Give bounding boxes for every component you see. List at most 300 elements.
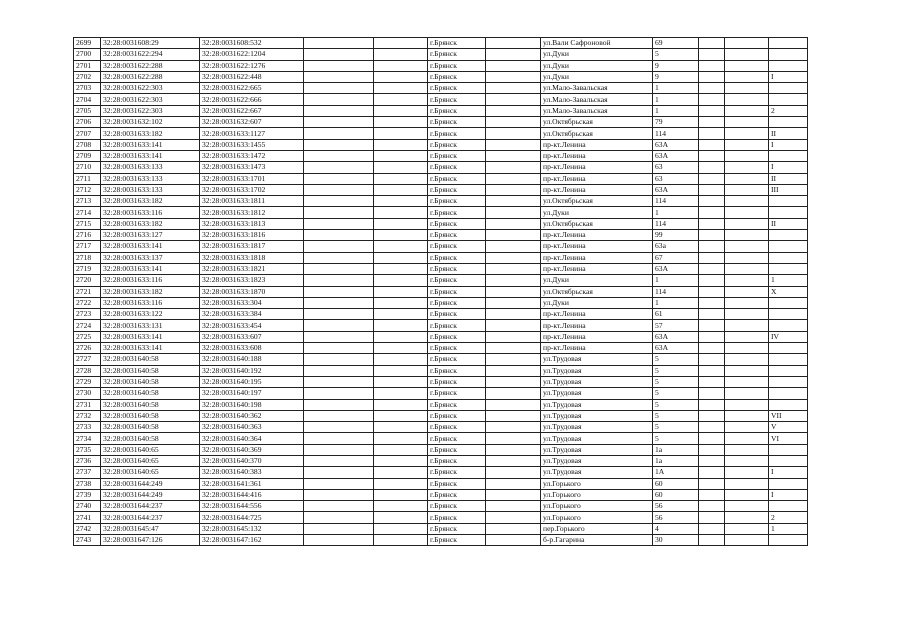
table-row: [74, 94, 808, 105]
empty-cell: [374, 399, 428, 410]
empty-cell: [304, 252, 374, 263]
street-cell: ул.Мало-Завальская: [541, 105, 653, 116]
street-cell: ул.Вали Сафроновой: [541, 38, 653, 49]
table-row: [74, 241, 808, 252]
city-cell: г.Брянск: [428, 467, 486, 478]
table-row: [74, 196, 808, 207]
record-number-cell: 2731: [74, 399, 101, 410]
record-number-cell: 2733: [74, 422, 101, 433]
empty-cell: [486, 105, 541, 116]
parcel-cadastral-number-cell: 32:28:0031633:116: [101, 297, 200, 308]
street-cell: ул.Трудовая: [541, 467, 653, 478]
empty-cell: [304, 184, 374, 195]
record-number-cell: 2711: [74, 173, 101, 184]
record-number-cell: 2702: [74, 71, 101, 82]
parcel-cadastral-number-cell: 32:28:0031633:116: [101, 207, 200, 218]
object-cadastral-number-cell: 32:28:0031622:666: [200, 94, 304, 105]
empty-cell: [486, 399, 541, 410]
city-cell: г.Брянск: [428, 173, 486, 184]
empty-cell: [374, 455, 428, 466]
house-number-cell: 1: [653, 275, 699, 286]
empty-cell: [304, 354, 374, 365]
city-cell: г.Брянск: [428, 320, 486, 331]
parcel-cadastral-number-cell: 32:28:0031640:65: [101, 455, 200, 466]
house-number-cell: 1: [653, 83, 699, 94]
city-cell: г.Брянск: [428, 38, 486, 49]
record-number-cell: 2709: [74, 150, 101, 161]
parcel-cadastral-number-cell: 32:28:0031633:116: [101, 275, 200, 286]
house-number-cell: 63А: [653, 263, 699, 274]
empty-cell: [699, 263, 725, 274]
object-cadastral-number-cell: 32:28:0031622:1276: [200, 60, 304, 71]
city-cell: г.Брянск: [428, 512, 486, 523]
city-cell: г.Брянск: [428, 433, 486, 444]
object-cadastral-number-cell: 32:28:0031640:363: [200, 422, 304, 433]
city-cell: г.Брянск: [428, 230, 486, 241]
object-cadastral-number-cell: 32:28:0031633:608: [200, 343, 304, 354]
house-number-cell: 1: [653, 94, 699, 105]
parcel-cadastral-number-cell: 32:28:0031622:303: [101, 94, 200, 105]
empty-cell: [486, 83, 541, 94]
record-number-cell: 2699: [74, 38, 101, 49]
empty-cell: [486, 207, 541, 218]
street-cell: ул.Мало-Завальская: [541, 83, 653, 94]
parcel-cadastral-number-cell: 32:28:0031645:47: [101, 523, 200, 534]
empty-cell: [374, 489, 428, 500]
empty-cell: [486, 162, 541, 173]
empty-cell: [374, 184, 428, 195]
empty-cell: [374, 444, 428, 455]
house-number-cell: 114: [653, 128, 699, 139]
unit-number-cell: [769, 365, 808, 376]
empty-cell: [374, 94, 428, 105]
parcel-cadastral-number-cell: 32:28:0031640:65: [101, 444, 200, 455]
object-cadastral-number-cell: 32:28:0031644:416: [200, 489, 304, 500]
street-cell: ул.Трудовая: [541, 365, 653, 376]
house-number-cell: 1А: [653, 467, 699, 478]
empty-cell: [486, 218, 541, 229]
street-cell: пр-кт.Ленина: [541, 241, 653, 252]
empty-cell: [725, 365, 769, 376]
unit-number-cell: [769, 376, 808, 387]
empty-cell: [486, 38, 541, 49]
unit-number-cell: I: [769, 467, 808, 478]
city-cell: г.Брянск: [428, 162, 486, 173]
house-number-cell: 114: [653, 286, 699, 297]
empty-cell: [699, 94, 725, 105]
record-number-cell: 2721: [74, 286, 101, 297]
empty-cell: [374, 535, 428, 546]
table-row: [74, 388, 808, 399]
unit-number-cell: [769, 38, 808, 49]
empty-cell: [699, 399, 725, 410]
object-cadastral-number-cell: 32:28:0031633:1811: [200, 196, 304, 207]
empty-cell: [486, 376, 541, 387]
street-cell: ул.Дуки: [541, 275, 653, 286]
record-number-cell: 2703: [74, 83, 101, 94]
city-cell: г.Брянск: [428, 150, 486, 161]
empty-cell: [374, 218, 428, 229]
empty-cell: [699, 60, 725, 71]
empty-cell: [725, 455, 769, 466]
house-number-cell: 67: [653, 252, 699, 263]
parcel-cadastral-number-cell: 32:28:0031633:182: [101, 218, 200, 229]
record-number-cell: 2700: [74, 49, 101, 60]
empty-cell: [304, 275, 374, 286]
table-row: [74, 410, 808, 421]
empty-cell: [304, 83, 374, 94]
house-number-cell: 5: [653, 433, 699, 444]
empty-cell: [304, 433, 374, 444]
object-cadastral-number-cell: 32:28:0031633:1817: [200, 241, 304, 252]
parcel-cadastral-number-cell: 32:28:0031633:141: [101, 343, 200, 354]
city-cell: г.Брянск: [428, 478, 486, 489]
empty-cell: [699, 365, 725, 376]
empty-cell: [304, 105, 374, 116]
object-cadastral-number-cell: 32:28:0031633:454: [200, 320, 304, 331]
empty-cell: [699, 388, 725, 399]
empty-cell: [486, 241, 541, 252]
house-number-cell: 5: [653, 365, 699, 376]
unit-number-cell: [769, 297, 808, 308]
empty-cell: [374, 173, 428, 184]
empty-cell: [699, 241, 725, 252]
house-number-cell: 5: [653, 422, 699, 433]
empty-cell: [725, 376, 769, 387]
table-row: [74, 444, 808, 455]
empty-cell: [699, 410, 725, 421]
object-cadastral-number-cell: 32:28:0031622:665: [200, 83, 304, 94]
table-row: [74, 467, 808, 478]
street-cell: ул.Трудовая: [541, 410, 653, 421]
table-row: [74, 286, 808, 297]
empty-cell: [699, 49, 725, 60]
object-cadastral-number-cell: 32:28:0031633:1816: [200, 230, 304, 241]
empty-cell: [699, 173, 725, 184]
registry-table: [73, 37, 808, 546]
empty-cell: [486, 444, 541, 455]
parcel-cadastral-number-cell: 32:28:0031633:141: [101, 139, 200, 150]
street-cell: ул.Горького: [541, 512, 653, 523]
object-cadastral-number-cell: 32:28:0031633:1702: [200, 184, 304, 195]
record-number-cell: 2704: [74, 94, 101, 105]
empty-cell: [699, 38, 725, 49]
unit-number-cell: [769, 60, 808, 71]
object-cadastral-number-cell: 32:28:0031633:1701: [200, 173, 304, 184]
house-number-cell: 56: [653, 501, 699, 512]
empty-cell: [304, 150, 374, 161]
house-number-cell: 63А: [653, 331, 699, 342]
empty-cell: [725, 297, 769, 308]
record-number-cell: 2715: [74, 218, 101, 229]
unit-number-cell: X: [769, 286, 808, 297]
empty-cell: [374, 501, 428, 512]
city-cell: г.Брянск: [428, 196, 486, 207]
parcel-cadastral-number-cell: 32:28:0031622:294: [101, 49, 200, 60]
table-row: [74, 399, 808, 410]
unit-number-cell: [769, 320, 808, 331]
city-cell: г.Брянск: [428, 60, 486, 71]
empty-cell: [374, 128, 428, 139]
unit-number-cell: I: [769, 139, 808, 150]
empty-cell: [699, 286, 725, 297]
unit-number-cell: [769, 309, 808, 320]
unit-number-cell: II: [769, 218, 808, 229]
street-cell: пр-кт.Ленина: [541, 139, 653, 150]
empty-cell: [304, 38, 374, 49]
empty-cell: [374, 354, 428, 365]
empty-cell: [699, 455, 725, 466]
empty-cell: [374, 286, 428, 297]
empty-cell: [304, 376, 374, 387]
empty-cell: [304, 196, 374, 207]
city-cell: г.Брянск: [428, 83, 486, 94]
object-cadastral-number-cell: 32:28:0031640:195: [200, 376, 304, 387]
empty-cell: [699, 196, 725, 207]
street-cell: ул.Трудовая: [541, 422, 653, 433]
empty-cell: [725, 354, 769, 365]
empty-cell: [725, 467, 769, 478]
empty-cell: [304, 263, 374, 274]
empty-cell: [486, 331, 541, 342]
table-row: [74, 455, 808, 466]
empty-cell: [699, 230, 725, 241]
street-cell: ул.Трудовая: [541, 354, 653, 365]
empty-cell: [486, 94, 541, 105]
empty-cell: [699, 535, 725, 546]
parcel-cadastral-number-cell: 32:28:0031640:58: [101, 388, 200, 399]
empty-cell: [374, 230, 428, 241]
record-number-cell: 2732: [74, 410, 101, 421]
empty-cell: [699, 105, 725, 116]
empty-cell: [374, 60, 428, 71]
table-row: [74, 150, 808, 161]
empty-cell: [486, 309, 541, 320]
object-cadastral-number-cell: 32:28:0031640:364: [200, 433, 304, 444]
record-number-cell: 2739: [74, 489, 101, 500]
object-cadastral-number-cell: 32:28:0031640:369: [200, 444, 304, 455]
object-cadastral-number-cell: 32:28:0031633:1473: [200, 162, 304, 173]
empty-cell: [374, 162, 428, 173]
street-cell: ул.Мало-Завальская: [541, 94, 653, 105]
empty-cell: [699, 433, 725, 444]
empty-cell: [304, 410, 374, 421]
street-cell: пр-кт.Ленина: [541, 230, 653, 241]
city-cell: г.Брянск: [428, 286, 486, 297]
unit-number-cell: [769, 196, 808, 207]
parcel-cadastral-number-cell: 32:28:0031633:133: [101, 184, 200, 195]
empty-cell: [725, 83, 769, 94]
empty-cell: [374, 422, 428, 433]
empty-cell: [699, 478, 725, 489]
parcel-cadastral-number-cell: 32:28:0031622:288: [101, 71, 200, 82]
parcel-cadastral-number-cell: 32:28:0031633:182: [101, 286, 200, 297]
record-number-cell: 2716: [74, 230, 101, 241]
empty-cell: [725, 252, 769, 263]
house-number-cell: 63: [653, 162, 699, 173]
empty-cell: [699, 184, 725, 195]
empty-cell: [304, 422, 374, 433]
table-row: [74, 71, 808, 82]
empty-cell: [374, 365, 428, 376]
street-cell: ул.Трудовая: [541, 444, 653, 455]
parcel-cadastral-number-cell: 32:28:0031633:133: [101, 173, 200, 184]
empty-cell: [699, 523, 725, 534]
parcel-cadastral-number-cell: 32:28:0031633:133: [101, 162, 200, 173]
unit-number-cell: [769, 230, 808, 241]
record-number-cell: 2723: [74, 309, 101, 320]
empty-cell: [699, 218, 725, 229]
city-cell: г.Брянск: [428, 422, 486, 433]
empty-cell: [699, 117, 725, 128]
empty-cell: [725, 49, 769, 60]
street-cell: ул.Дуки: [541, 60, 653, 71]
empty-cell: [725, 207, 769, 218]
city-cell: г.Брянск: [428, 444, 486, 455]
empty-cell: [699, 320, 725, 331]
record-number-cell: 2740: [74, 501, 101, 512]
unit-number-cell: 2: [769, 105, 808, 116]
empty-cell: [725, 388, 769, 399]
street-cell: ул.Трудовая: [541, 376, 653, 387]
object-cadastral-number-cell: 32:28:0031633:607: [200, 331, 304, 342]
empty-cell: [725, 71, 769, 82]
city-cell: г.Брянск: [428, 331, 486, 342]
empty-cell: [374, 71, 428, 82]
street-cell: ул.Дуки: [541, 207, 653, 218]
house-number-cell: 5: [653, 49, 699, 60]
record-number-cell: 2725: [74, 331, 101, 342]
empty-cell: [699, 489, 725, 500]
empty-cell: [374, 388, 428, 399]
empty-cell: [304, 365, 374, 376]
unit-number-cell: [769, 501, 808, 512]
unit-number-cell: III: [769, 184, 808, 195]
street-cell: ул.Дуки: [541, 297, 653, 308]
parcel-cadastral-number-cell: 32:28:0031644:237: [101, 501, 200, 512]
house-number-cell: 5: [653, 354, 699, 365]
empty-cell: [374, 117, 428, 128]
empty-cell: [486, 150, 541, 161]
street-cell: б-р.Гагарина: [541, 535, 653, 546]
empty-cell: [725, 150, 769, 161]
object-cadastral-number-cell: 32:28:0031622:1204: [200, 49, 304, 60]
record-number-cell: 2728: [74, 365, 101, 376]
parcel-cadastral-number-cell: 32:28:0031640:58: [101, 410, 200, 421]
table-row: [74, 263, 808, 274]
object-cadastral-number-cell: 32:28:0031644:556: [200, 501, 304, 512]
empty-cell: [725, 263, 769, 274]
empty-cell: [486, 501, 541, 512]
table-row: [74, 117, 808, 128]
record-number-cell: 2729: [74, 376, 101, 387]
city-cell: г.Брянск: [428, 117, 486, 128]
city-cell: г.Брянск: [428, 376, 486, 387]
parcel-cadastral-number-cell: 32:28:0031640:65: [101, 467, 200, 478]
empty-cell: [304, 94, 374, 105]
empty-cell: [374, 105, 428, 116]
unit-number-cell: I: [769, 71, 808, 82]
table-row: [74, 83, 808, 94]
empty-cell: [725, 399, 769, 410]
object-cadastral-number-cell: 32:28:0031633:1818: [200, 252, 304, 263]
table-row: [74, 535, 808, 546]
table-row: [74, 331, 808, 342]
record-number-cell: 2705: [74, 105, 101, 116]
empty-cell: [304, 128, 374, 139]
street-cell: пр-кт.Ленина: [541, 309, 653, 320]
table-row: [74, 422, 808, 433]
table-row: [74, 184, 808, 195]
empty-cell: [699, 128, 725, 139]
house-number-cell: 69: [653, 38, 699, 49]
parcel-cadastral-number-cell: 32:28:0031633:141: [101, 263, 200, 274]
object-cadastral-number-cell: 32:28:0031633:1472: [200, 150, 304, 161]
street-cell: ул.Трудовая: [541, 399, 653, 410]
unit-number-cell: [769, 354, 808, 365]
record-number-cell: 2719: [74, 263, 101, 274]
table-row: [74, 365, 808, 376]
parcel-cadastral-number-cell: 32:28:0031622:303: [101, 83, 200, 94]
empty-cell: [304, 489, 374, 500]
object-cadastral-number-cell: 32:28:0031640:198: [200, 399, 304, 410]
object-cadastral-number-cell: 32:28:0031632:607: [200, 117, 304, 128]
city-cell: г.Брянск: [428, 105, 486, 116]
empty-cell: [374, 512, 428, 523]
empty-cell: [725, 512, 769, 523]
empty-cell: [374, 49, 428, 60]
house-number-cell: 5: [653, 410, 699, 421]
record-number-cell: 2737: [74, 467, 101, 478]
empty-cell: [486, 71, 541, 82]
record-number-cell: 2713: [74, 196, 101, 207]
empty-cell: [304, 478, 374, 489]
empty-cell: [725, 241, 769, 252]
parcel-cadastral-number-cell: 32:28:0031622:303: [101, 105, 200, 116]
empty-cell: [725, 535, 769, 546]
empty-cell: [725, 230, 769, 241]
unit-number-cell: II: [769, 128, 808, 139]
record-number-cell: 2736: [74, 455, 101, 466]
parcel-cadastral-number-cell: 32:28:0031633:182: [101, 196, 200, 207]
empty-cell: [486, 60, 541, 71]
empty-cell: [486, 478, 541, 489]
table-body: [74, 38, 808, 546]
record-number-cell: 2714: [74, 207, 101, 218]
table-row: [74, 38, 808, 49]
city-cell: г.Брянск: [428, 343, 486, 354]
empty-cell: [699, 343, 725, 354]
empty-cell: [486, 365, 541, 376]
table-row: [74, 489, 808, 500]
object-cadastral-number-cell: 32:28:0031640:188: [200, 354, 304, 365]
table-row: [74, 501, 808, 512]
table-row: [74, 139, 808, 150]
city-cell: г.Брянск: [428, 139, 486, 150]
city-cell: г.Брянск: [428, 94, 486, 105]
parcel-cadastral-number-cell: 32:28:0031633:141: [101, 331, 200, 342]
street-cell: пр-кт.Ленина: [541, 173, 653, 184]
house-number-cell: 99: [653, 230, 699, 241]
unit-number-cell: II: [769, 173, 808, 184]
house-number-cell: 30: [653, 535, 699, 546]
empty-cell: [486, 489, 541, 500]
table-row: [74, 60, 808, 71]
street-cell: ул.Горького: [541, 501, 653, 512]
unit-number-cell: [769, 444, 808, 455]
empty-cell: [699, 422, 725, 433]
unit-number-cell: [769, 150, 808, 161]
